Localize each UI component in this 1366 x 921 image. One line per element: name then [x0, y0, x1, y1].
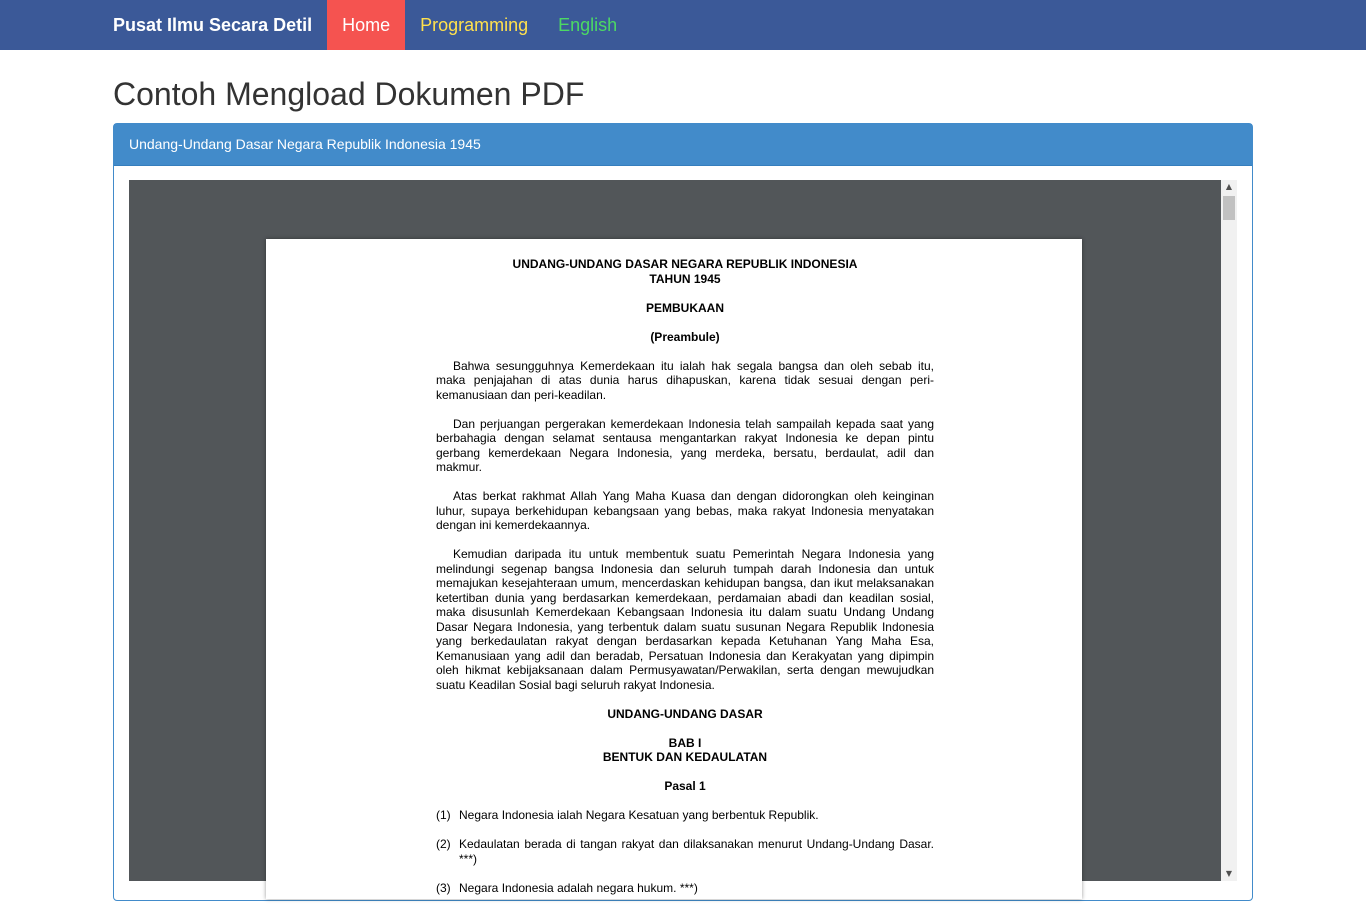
- pdf-paragraph: Kemudian daripada itu untuk membentuk suatu Pemerintah Negara Indonesia yang melindungi segenap bangsa Indonesia dan seluruh tumpah darah Indonesia dan untuk memajukan kesejahteraan umum, mencerdaskan kehidupan bangsa, dan ikut melaksanakan ketertiban dunia yang berdasarkan kemerdekaan, perdamaian abadi dan keadilan sosial, maka disusunlah Kemerdekaan Kebangsaan Indonesia itu dalam suatu Undang Undang Dasar Negara Indonesia, yang terbentuk dalam suatu susunan Negara Republik Indonesia yang berkedaulatan rakyat dengan berdasarkan kepada Ketuhanan Yang Maha Esa, Kemanusiaan yang adil dan beradab, Persatuan Indonesia dan Kerakyatan yang dipimpin oleh hikmat kebijaksanaan dalam Permusyawatan/Perwakilan, serta dengan mewujudkan suatu Keadilan Sosial bagi seluruh rakyat Indonesia.: [436, 547, 934, 692]
- navbar-brand[interactable]: Pusat Ilmu Secara Detil: [113, 15, 313, 35]
- panel-heading: Undang-Undang Dasar Negara Republik Indonesia 1945: [114, 124, 1252, 166]
- pdf-list-num: (2): [436, 837, 451, 851]
- pdf-list-num: (1): [436, 808, 451, 822]
- scroll-thumb[interactable]: [1223, 196, 1235, 220]
- pdf-list-text: Kedaulatan berada di tangan rakyat dan dilaksanakan menurut Undang-Undang Dasar. ***): [459, 837, 934, 866]
- nav-link-programming[interactable]: Programming: [420, 15, 529, 35]
- pdf-preambule: (Preambule): [650, 329, 720, 344]
- pdf-page: [266, 239, 1082, 899]
- pdf-list-item: [436, 881, 934, 896]
- pdf-paragraph: Bahwa sesungguhnya Kemerdekaan itu ialah hak segala bangsa dan oleh sebab itu, maka penjajahan di atas dunia harus dihapuskan, karena tidak sesuai dengan peri-kemanusiaan dan peri-keadilan.: [436, 358, 934, 402]
- top-navbar: [0, 0, 1366, 50]
- page-title: Contoh Mengload Dokumen PDF: [113, 76, 585, 112]
- pdf-content: [436, 257, 934, 895]
- pdf-pasal: Pasal 1: [664, 779, 706, 793]
- scroll-up-icon[interactable]: ▲: [1225, 182, 1233, 191]
- scroll-down-icon[interactable]: ▼: [1225, 869, 1233, 878]
- pdf-list-text: Negara Indonesia ialah Negara Kesatuan yang berbentuk Republik.: [459, 808, 819, 822]
- pdf-paragraph: Atas berkat rakhmat Allah Yang Maha Kuasa dan dengan didorongkan oleh keinginan luhur, supaya berkehidupan kebangsaan yang bebas, maka rakyat Indonesia menyatakan dengan ini kemerdekaannya.: [436, 489, 934, 532]
- pdf-pembukaan: PEMBUKAAN: [646, 300, 724, 315]
- pdf-uud-heading: UNDANG-UNDANG DASAR: [607, 706, 763, 721]
- pdf-list-item: [436, 837, 934, 866]
- pdf-panel: [113, 123, 1253, 901]
- pdf-title-line1: UNDANG-UNDANG DASAR NEGARA REPUBLIK INDONESIA: [512, 257, 858, 271]
- pdf-bab-title: BENTUK DAN KEDAULATAN: [602, 750, 768, 764]
- pdf-list-text: Negara Indonesia adalah negara hukum. ***): [459, 880, 698, 895]
- pdf-paragraph: Dan perjuangan pergerakan kemerdekaan Indonesia telah sampailah kepada saat yang berbahagia dengan selamat sentausa mengantarkan rakyat Indonesia ke depan pintu gerbang kemerdekaan Negara Indonesia, yang merdeka, bersatu, berdaulat, adil dan makmur.: [436, 416, 934, 474]
- pdf-bab: BAB I: [668, 735, 702, 750]
- pdf-title-line2: TAHUN 1945: [649, 271, 721, 286]
- nav-link-english[interactable]: English: [558, 15, 618, 35]
- viewer-scrollbar[interactable]: [1221, 180, 1237, 881]
- navbar-inner: [98, 0, 632, 50]
- nav-link-home[interactable]: Home: [327, 0, 405, 50]
- pdf-viewer[interactable]: [129, 180, 1237, 895]
- pdf-list-num: (3): [436, 880, 451, 895]
- pdf-list-item: [436, 808, 934, 823]
